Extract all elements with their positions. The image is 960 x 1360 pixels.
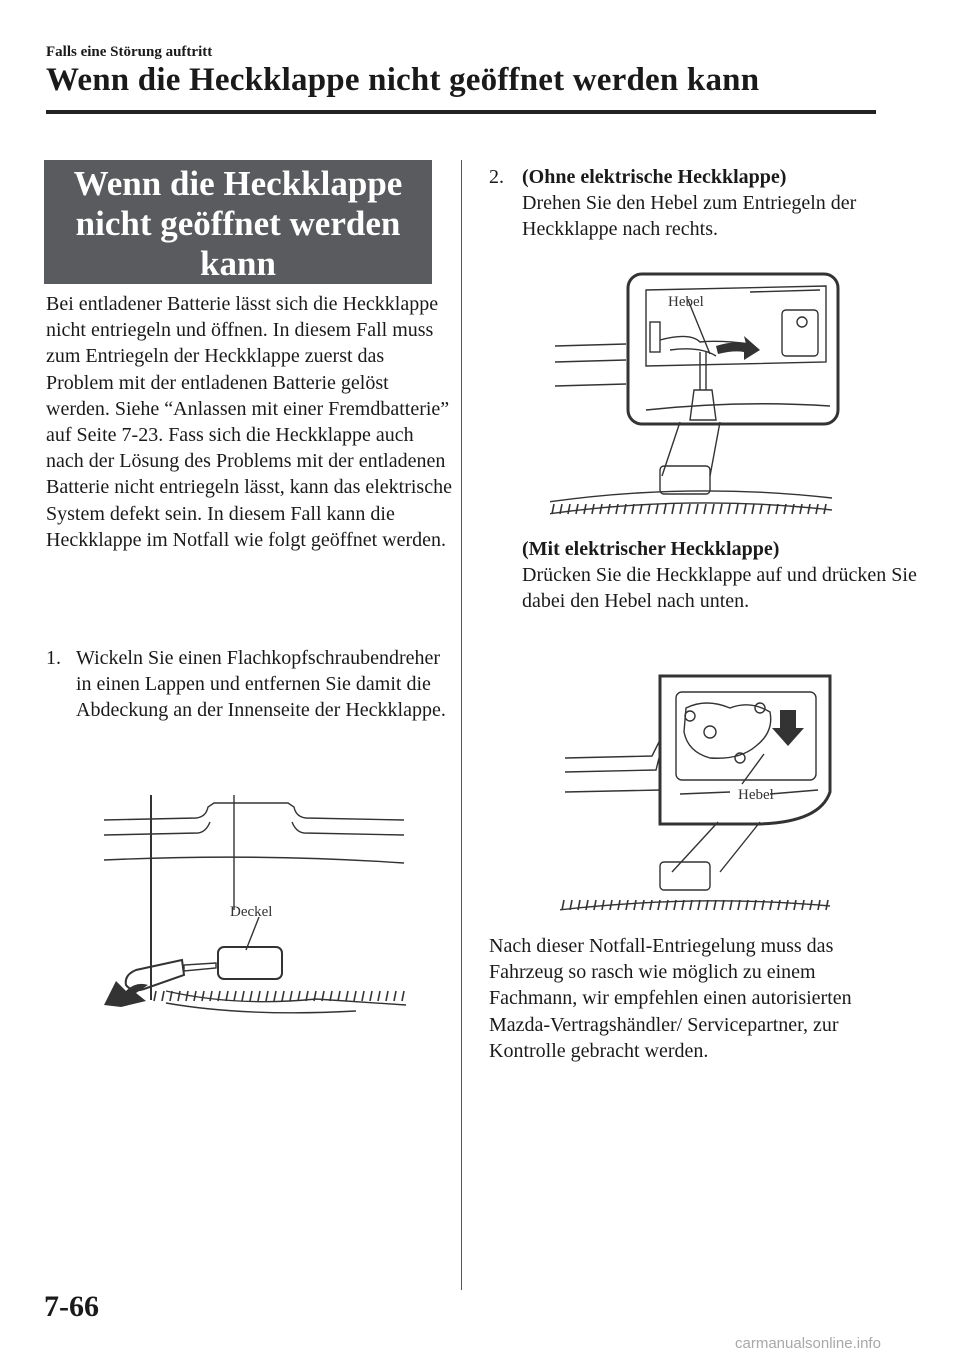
heading-line-1: Wenn die Heckklappe [73, 164, 403, 203]
hatch-line [162, 991, 164, 1001]
hatch-line [242, 991, 244, 1001]
hatch-line [250, 991, 252, 1001]
hatch-line [752, 504, 754, 514]
hatch-line [656, 504, 658, 514]
hatch-line [626, 900, 628, 910]
hatch-line [688, 504, 690, 514]
step-2-block [522, 164, 922, 243]
final-paragraph: Nach dieser Notfall-Entriegelung muss das Fahrzeug so rasch wie möglich zu einem Fachmann, wir empfehlen einen autorisierten Mazda-Vertragshändler/ Servicepartner, zur Kontrolle gebracht werden. [489, 935, 852, 1062]
hatch-line [298, 991, 300, 1001]
hatch-line [584, 504, 586, 514]
hatch-line [258, 991, 260, 1001]
hatch-line [634, 900, 636, 910]
hatch-line [786, 900, 788, 910]
hatch-line [650, 900, 652, 910]
hatch-line [592, 504, 594, 514]
hatch-line [290, 991, 292, 1001]
hatch-line [778, 900, 780, 910]
hatch-line [274, 991, 276, 1001]
hatch-line [794, 900, 796, 910]
hatch-line [578, 900, 580, 910]
title-rule [46, 110, 876, 114]
figure-lever-power [560, 672, 850, 922]
hatch-line [600, 504, 602, 514]
hatch-line [210, 991, 212, 1001]
hatch-line [792, 504, 794, 514]
hatch-line [664, 504, 666, 514]
step-2-number: 2. [489, 166, 504, 188]
figure-3-label: Hebel [738, 787, 774, 803]
hatch-line [586, 900, 588, 910]
step-2b-text: Drücken Sie die Heckklappe auf und drücken Sie dabei den Hebel nach unten. [522, 564, 917, 613]
hatch-line [824, 504, 826, 514]
hatch-line [338, 991, 340, 1001]
footer-site: carmanualsonline.info [735, 1335, 881, 1352]
hatch-line [818, 900, 820, 910]
hatch-line [186, 991, 188, 1001]
hatch-line [720, 504, 722, 514]
hatch-line [704, 504, 706, 514]
hatch-line [610, 900, 612, 910]
hatch-line [680, 504, 682, 514]
hatch-line [768, 504, 770, 514]
step-2b-block [522, 536, 922, 615]
hatch-line [402, 991, 404, 1001]
hatch-line [370, 991, 372, 1001]
step-2-text: Drehen Sie den Hebel zum Entriegeln der Heckklappe nach rechts. [522, 192, 857, 241]
hatch-line [736, 504, 738, 514]
intro-paragraph: Bei entladener Batterie lässt sich die Heckklappe nicht entriegeln und öffnen. In diesem Fall muss zum Entriegeln der Heckklappe zuerst das Problem mit der entladenen Batterie gelöst werden. Siehe “Anlassen mit einer Fremdbatterie” auf Seite 7-23. Fass sich die Heckklappe auch nach der Lösung des Problems mit der entladenen Batterie nicht entriegeln lässt, kann das elektrische System defekt sein. In diesem Fall kann die Heckklappe im Notfall wie folgt geöffnet werden. [46, 293, 452, 551]
hatch-line [386, 991, 388, 1001]
hatch-line [194, 991, 196, 1001]
hatch-line [362, 991, 364, 1001]
page-title: Wenn die Heckklappe nicht geöffnet werden kann [46, 62, 760, 98]
hatch-line [202, 991, 204, 1001]
step-1-text: Wickeln Sie einen Flachkopfschraubendreher in einen Lappen und entfernen Sie damit die Abdeckung an der Innenseite der Heckklappe. [76, 647, 446, 722]
hatch-line [810, 900, 812, 910]
hatch-line [618, 900, 620, 910]
heading-line-2: nicht geöffnet werden [75, 204, 401, 243]
hatch-line [802, 900, 804, 910]
section-label: Falls eine Störung auftritt [46, 44, 213, 60]
hatch-line [712, 504, 714, 514]
figure-2-label: Hebel [668, 294, 704, 310]
section-heading-box [44, 160, 432, 284]
hatch-line [826, 900, 828, 910]
hatch-line [642, 900, 644, 910]
hatch-line [800, 504, 802, 514]
hatch-line [562, 900, 564, 910]
hatch-line [672, 504, 674, 514]
step-2-heading: (Ohne elektrische Heckklappe) [522, 166, 787, 188]
hatch-line [728, 504, 730, 514]
hatch-line [760, 504, 762, 514]
hatch-line [354, 991, 356, 1001]
hatch-line [648, 504, 650, 514]
hatch-line [594, 900, 596, 910]
step-2b-heading: (Mit elektrischer Heckklappe) [522, 538, 780, 560]
hatch-line [568, 504, 570, 514]
hatch-line [552, 504, 554, 514]
hatch-line [808, 504, 810, 514]
hatch-line [378, 991, 380, 1001]
hatch-line [154, 991, 156, 1001]
hatch-line [608, 504, 610, 514]
figure-cover-removal [96, 795, 416, 1025]
hatch-line [346, 991, 348, 1001]
column-divider [461, 160, 462, 1290]
hatch-line [282, 991, 284, 1001]
hatch-line [576, 504, 578, 514]
ground-hatching [552, 504, 826, 514]
hatch-line [744, 504, 746, 514]
hatch-line [266, 991, 268, 1001]
hatch-line [616, 504, 618, 514]
hatch-line [602, 900, 604, 910]
step-1-number: 1. [46, 647, 61, 669]
heading-line-3: kann [200, 244, 276, 283]
hatch-line [696, 504, 698, 514]
hatch-line [178, 991, 180, 1001]
hatch-line [226, 991, 228, 1001]
figure-1-label: Deckel [230, 904, 273, 920]
hatch-line [816, 504, 818, 514]
page-number: 7-66 [44, 1290, 99, 1323]
hatch-line [234, 991, 236, 1001]
figure-lever-manual [550, 270, 850, 530]
hatch-line [394, 991, 396, 1001]
